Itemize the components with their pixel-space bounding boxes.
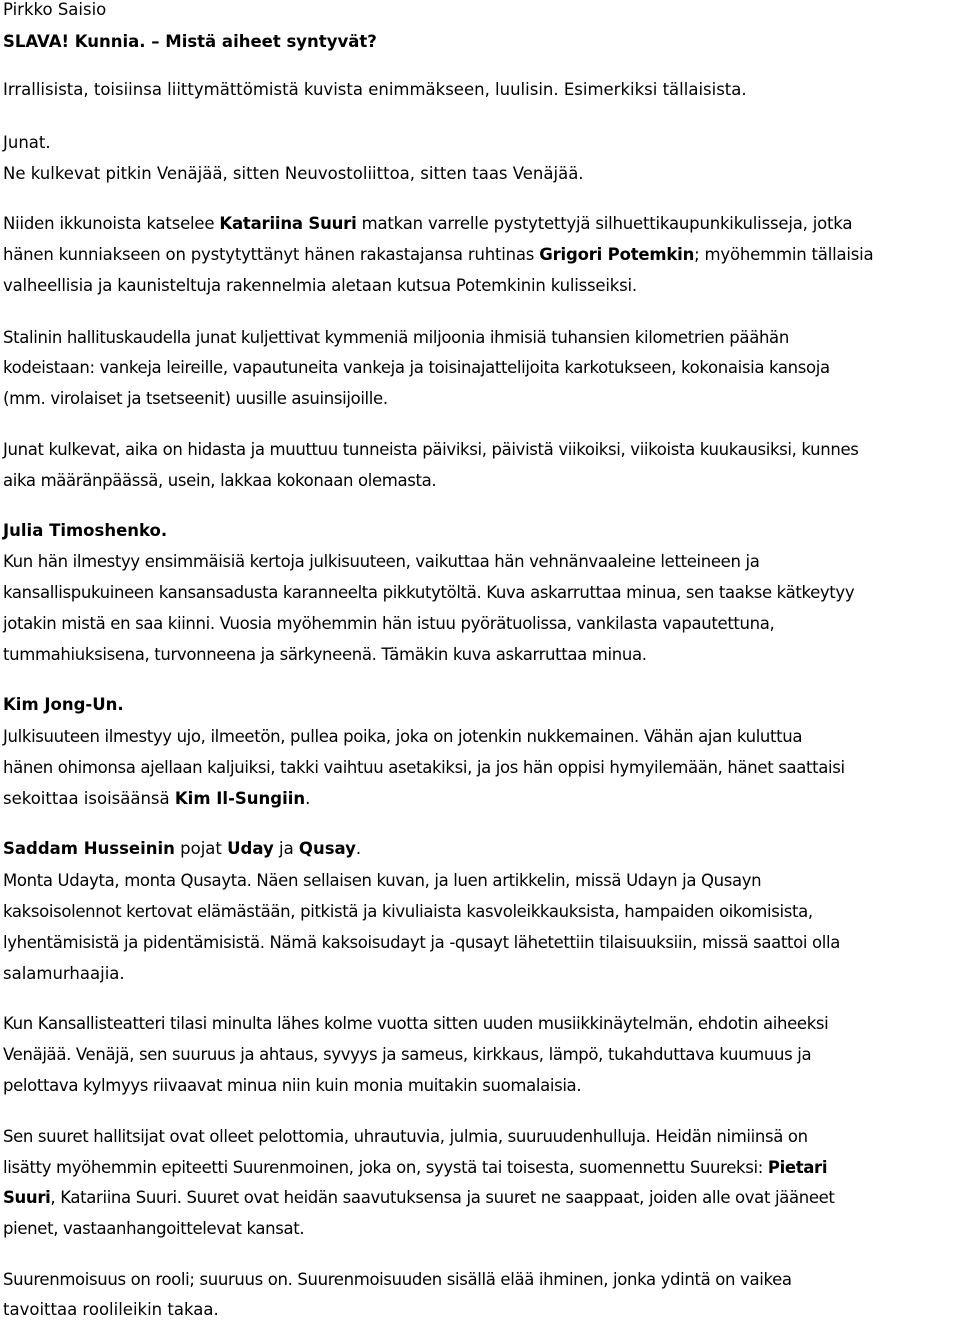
paragraph-hussein-line: salamurhaajia. [3, 964, 125, 983]
paragraph-hussein-line: lyhentämisistä ja pidentämisistä. Nämä kaksoisudayt ja -qusayt lähetettiin tilaisuuksiin, missä saattoi olla [3, 933, 840, 952]
paragraph-rulers-line: pienet, vastaanhangoittelevat kansat. [3, 1219, 305, 1238]
paragraph-catherine-line: hänen kunniakseen on pystytyttänyt hänen rakastajansa ruhtinas Grigori Potemkin; myöhemmin tällaisia [3, 245, 874, 264]
paragraph-trains-text: Ne kulkevat pitkin Venäjää, sitten Neuvostoliittoa, sitten taas Venäjää. [3, 164, 584, 183]
document-title: SLAVA! Kunnia. – Mistä aiheet syntyvät? [3, 32, 377, 51]
section-heading-timoshenko: Julia Timoshenko. [3, 521, 168, 540]
paragraph-stalin-line: (mm. virolaiset ja tsetseenit) uusille asuinsijoille. [3, 389, 388, 408]
paragraph-kim-line: hänen ohimonsa ajellaan kaljuiksi, takki vaihtuu asetakiksi, ja jos hän oppisi hymyilemään, hänet saattaisi [3, 758, 845, 777]
section-heading-kim: Kim Jong-Un. [3, 695, 124, 714]
paragraph-catherine-line: valheellisia ja kaunisteltuja rakennelmia aletaan kutsua Potemkinin kulisseiksi. [3, 276, 637, 295]
paragraph-timoshenko-line: kansallispukuineen kansansadusta karanneelta pikkutytöltä. Kuva askarruttaa minua, sen taakse kätkeytyy [3, 583, 855, 602]
paragraph-timoshenko-line: jotakin mistä en saa kiinni. Vuosia myöhemmin hän istuu pyörätuolissa, vankilasta vapautettuna, [3, 614, 775, 633]
paragraph-kim-line: sekoittaa isoisäänsä Kim Il-Sungiin. [3, 789, 311, 808]
paragraph-timoshenko-line: Kun hän ilmestyy ensimmäisiä kertoja julkisuuteen, vaikuttaa hän vehnänvaaleine letteineen ja [3, 552, 760, 571]
paragraph-theatre-line: pelottava kylmyys riivaavat minua niin kuin monia muitakin suomalaisia. [3, 1076, 582, 1095]
paragraph-stalin-line: kodeistaan: vankeja leireille, vapautuneita vankeja ja toisinajattelijoita karkotukseen, kokonaisia kansoja [3, 358, 830, 377]
paragraph-rulers-line: Sen suuret hallitsijat ovat olleet pelottomia, uhrautuvia, julmia, suuruudenhulluja. Heidän nimiinsä on [3, 1127, 808, 1146]
paragraph-intro: Irrallisista, toisiinsa liittymättömistä kuvista enimmäkseen, luulisin. Esimerkiksi tällaisista. [3, 80, 747, 99]
paragraph-hussein-line: Monta Udayta, monta Qusayta. Näen sellaisen kuvan, ja luen artikkelin, missä Udayn ja Qusayn [3, 871, 762, 890]
paragraph-rulers-line: Suuri, Katariina Suuri. Suuret ovat heidän saavutuksensa ja suuret ne saappaat, joiden alle ovat jääneet [3, 1188, 835, 1207]
paragraph-catherine-line: Niiden ikkunoista katselee Katariina Suuri matkan varrelle pystytettyjä silhuettikaupunkikulisseja, jotka [3, 214, 853, 233]
paragraph-theatre-line: Kun Kansallisteatteri tilasi minulta lähes kolme vuotta sitten uuden musiikkinäytelmän, ehdotin aiheeksi [3, 1014, 829, 1033]
paragraph-time-line: aika määränpäässä, usein, lakkaa kokonaan olemasta. [3, 471, 437, 490]
paragraph-theatre-line: Venäjää. Venäjä, sen suuruus ja ahtaus, syvyys ja sameus, kirkkaus, lämpö, tukahduttava kuumuus ja [3, 1045, 812, 1064]
paragraph-timoshenko-line: tummahiuksisena, turvonneena ja särkyneenä. Tämäkin kuva askarruttaa minua. [3, 645, 647, 664]
author-name: Pirkko Saisio [3, 0, 107, 19]
paragraph-trains-heading: Junat. [3, 133, 51, 152]
paragraph-rulers-line: lisätty myöhemmin epiteetti Suurenmoinen, joka on, syystä tai toisesta, suomennettu Suureksi: Pietari [3, 1158, 828, 1177]
paragraph-stalin-line: Stalinin hallituskaudella junat kuljettivat kymmeniä miljoonia ihmisiä tuhansien kilometrien päähän [3, 328, 789, 347]
paragraph-greatness-line: tavoittaa roolileikin takaa. [3, 1300, 219, 1319]
paragraph-greatness-line: Suurenmoisuus on rooli; suuruus on. Suurenmoisuuden sisällä elää ihminen, jonka ydintä on vaikea [3, 1270, 792, 1289]
paragraph-hussein-line: kaksoisolennot kertovat elämästään, pitkistä ja kivuliaista kasvoleikkauksista, hampaiden oikomisista, [3, 902, 813, 921]
section-heading-hussein: Saddam Husseinin pojat Uday ja Qusay. [3, 839, 362, 858]
paragraph-time-line: Junat kulkevat, aika on hidasta ja muuttuu tunneista päiviksi, päivistä viikoiksi, viikoista kuukausiksi, kunnes [3, 440, 859, 459]
paragraph-kim-line: Julkisuuteen ilmestyy ujo, ilmeetön, pullea poika, joka on jotenkin nukkemainen. Vähän ajan kuluttua [3, 727, 803, 746]
